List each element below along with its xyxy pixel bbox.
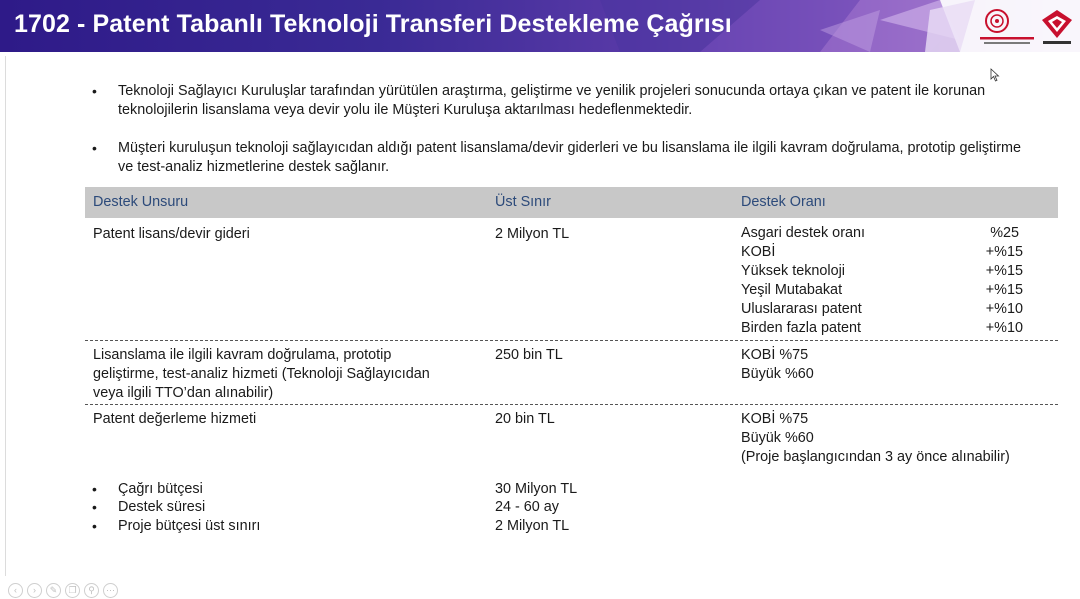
slide-header <box>0 0 1080 52</box>
rate-label: KOBİ <box>741 244 776 260</box>
row3-oran-line: (Proje başlangıcından 3 ay önce alınabilir) <box>741 449 1010 465</box>
summary-value: 24 - 60 ay <box>495 499 559 515</box>
summary-label: Destek süresi <box>118 499 206 515</box>
row-divider <box>85 404 1058 405</box>
row1-unsur: Patent lisans/devir gideri <box>93 226 250 242</box>
presentation-toolbar <box>8 583 118 599</box>
row3-unsur: Patent değerleme hizmeti <box>93 411 257 427</box>
table-header <box>85 187 1058 218</box>
rate-label: Yüksek teknoloji <box>741 263 845 279</box>
bullet-icon: • <box>92 499 97 515</box>
copy-icon[interactable]: ❐ <box>65 583 80 598</box>
rate-value: +%15 <box>985 244 1023 260</box>
page-title: 1702 - Patent Tabanlı Teknoloji Transferi Destekleme Çağrısı <box>14 10 732 38</box>
row2-oran-line: Büyük %60 <box>741 366 814 382</box>
summary-value: 30 Milyon TL <box>495 481 578 497</box>
rate-label: Yeşil Mutabakat <box>741 282 843 298</box>
row3-sinir: 20 bin TL <box>495 411 555 427</box>
pen-icon[interactable]: ✎ <box>46 583 61 598</box>
row2-unsur-line: geliştirme, test-analiz hizmeti (Teknoloji Sağlayıcıdan <box>93 366 430 382</box>
row2-sinir: 250 bin TL <box>495 347 563 363</box>
row2-unsur-line: Lisanslama ile ilgili kavram doğrulama, prototip <box>93 347 392 363</box>
header-destek-orani: Destek Oranı <box>741 194 826 210</box>
rate-label: Birden fazla patent <box>741 320 862 336</box>
ministry-logo <box>978 4 1036 48</box>
row2-oran-line: KOBİ %75 <box>741 347 809 363</box>
summary-label: Proje bütçesi üst sınırı <box>118 518 261 534</box>
intro-bullet-2: Müşteri kuruluşun teknoloji sağlayıcıdan aldığı patent lisanslama/devir giderleri ve bu lisanslama ile ilgili kavram doğrulama, prototip geliştirme ve test-analiz hizmetlerine destek sağlanır. <box>118 140 1022 175</box>
row3-oran-line: Büyük %60 <box>741 430 814 446</box>
summary-label: Çağrı bütçesi <box>118 481 203 497</box>
rate-value: +%10 <box>985 320 1023 336</box>
row1-sinir: 2 Milyon TL <box>495 226 570 242</box>
more-icon[interactable]: ⋯ <box>103 583 118 598</box>
header-destek-unsuru: Destek Unsuru <box>93 194 189 210</box>
row2-unsur-line: veya ilgili TTO’dan alınabilir) <box>93 385 274 401</box>
zoom-icon[interactable]: ⚲ <box>84 583 99 598</box>
bullet-icon: • <box>92 83 97 99</box>
rate-value: +%15 <box>985 282 1023 298</box>
bullet-icon: • <box>92 481 97 497</box>
rate-label: Asgari destek oranı <box>741 225 865 241</box>
slide-border <box>5 56 6 576</box>
bullet-icon: • <box>92 140 97 156</box>
rate-value: +%10 <box>985 301 1023 317</box>
rate-value: +%15 <box>985 263 1023 279</box>
header-ust-sinir: Üst Sınır <box>495 194 551 210</box>
summary-value: 2 Milyon TL <box>495 518 570 534</box>
intro-bullet-1: Teknoloji Sağlayıcı Kuruluşlar tarafından yürütülen araştırma, geliştirme ve yenilik projeleri sonucunda ortaya çıkan ve patent ile korunan teknolojilerin lisanslama veya devir yolu ile Müşteri Kuruluşa aktarılması hedeflenmektedir. <box>118 83 986 118</box>
rate-value: %25 <box>990 225 1019 241</box>
mouse-cursor-icon <box>990 68 1000 82</box>
bullet-icon: • <box>92 518 97 534</box>
rate-label: Uluslararası patent <box>741 301 862 317</box>
row-divider <box>85 340 1058 341</box>
back-icon[interactable]: ‹ <box>8 583 23 598</box>
forward-icon[interactable]: › <box>27 583 42 598</box>
tubitak-logo <box>1040 8 1074 48</box>
row3-oran-line: KOBİ %75 <box>741 411 809 427</box>
